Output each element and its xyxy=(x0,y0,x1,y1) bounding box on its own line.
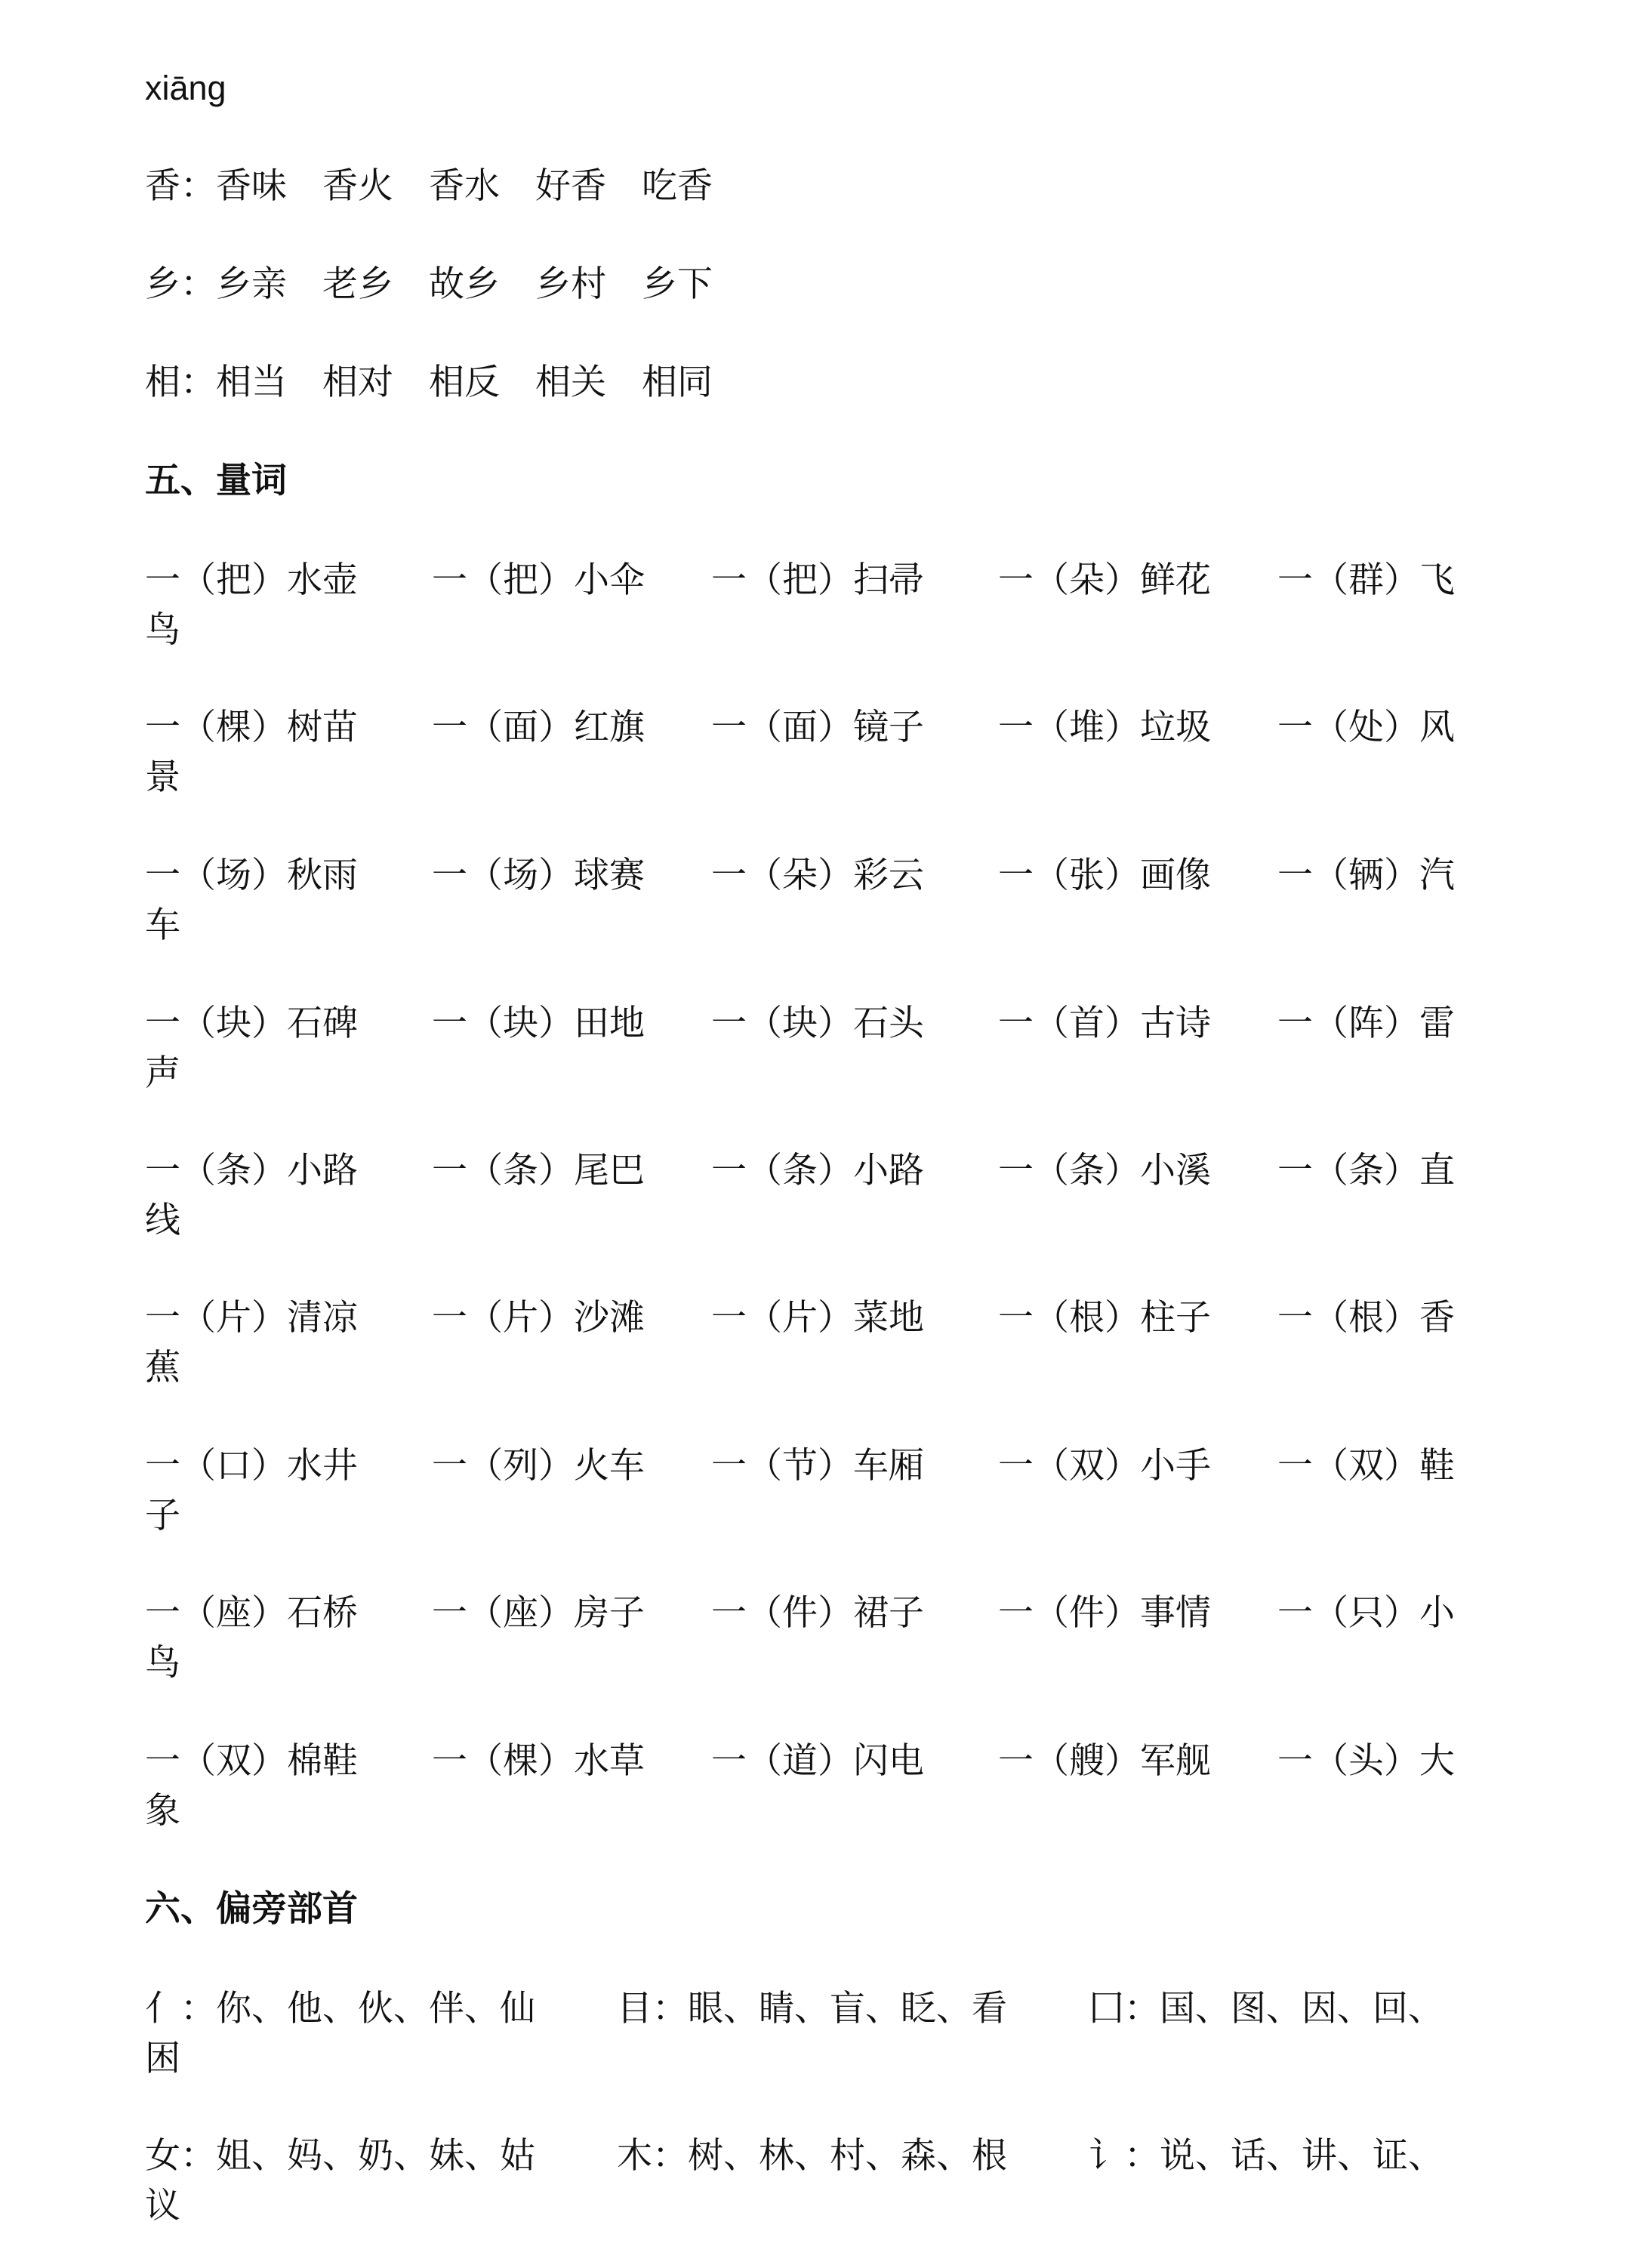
measure-word-item: 一（只）小鸟 xyxy=(145,1592,1455,1684)
measure-word-item: 一（双）小手 xyxy=(998,1445,1211,1487)
measure-word-item: 一（条）小路 xyxy=(711,1150,924,1191)
radical-group: 讠：说、话、讲、证、议 xyxy=(145,2135,1444,2226)
word-group-xiang-mutual: 相：相当 相对 相反 相关 相同 xyxy=(145,362,713,403)
group-char: 相 xyxy=(145,362,180,403)
group-word: 乡下 xyxy=(642,263,713,305)
measure-word-item: 一（片）菜地 xyxy=(711,1297,924,1339)
pinyin-label: xiāng xyxy=(145,69,226,107)
measure-word-item: 一（块）石碑 xyxy=(145,1003,358,1044)
measure-word-row xyxy=(145,556,1474,655)
group-char: 乡 xyxy=(145,263,180,305)
measure-word-item: 一（朵）彩云 xyxy=(711,855,924,896)
measure-word-item: 一（条）小溪 xyxy=(998,1150,1211,1191)
radical-group: 木：树、林、村、森、根 xyxy=(617,2135,1007,2177)
measure-word-item: 一（根）香蕉 xyxy=(145,1297,1455,1388)
measure-word-item: 一（片）沙滩 xyxy=(432,1297,645,1339)
measure-word-item: 一（把）小伞 xyxy=(432,559,645,601)
section-title-radicals: 六、偏旁部首 xyxy=(145,1888,358,1930)
measure-word-item: 一（口）水井 xyxy=(145,1445,358,1487)
measure-word-row xyxy=(145,1293,1474,1393)
measure-word-item: 一（头）大象 xyxy=(145,1740,1455,1832)
measure-word-item: 一（双）鞋子 xyxy=(145,1445,1455,1536)
measure-word-item: 一（根）柱子 xyxy=(998,1297,1211,1339)
measure-word-row xyxy=(145,1146,1474,1246)
group-word: 相同 xyxy=(642,362,713,403)
measure-word-item: 一（棵）水草 xyxy=(432,1740,645,1782)
measure-word-item: 一（面）镜子 xyxy=(711,707,924,748)
group-word: 乡亲 xyxy=(216,263,287,305)
measure-word-item: 一（处）风景 xyxy=(145,707,1455,798)
measure-word-row xyxy=(145,1589,1474,1688)
section-title-measure-words: 五、量词 xyxy=(145,460,287,501)
measure-word-item: 一（件）裙子 xyxy=(711,1592,924,1634)
measure-word-item: 一（朵）鲜花 xyxy=(998,559,1211,601)
measure-word-row xyxy=(145,1441,1474,1541)
group-word: 故乡 xyxy=(429,263,500,305)
measure-word-row xyxy=(145,851,1474,951)
measure-word-item: 一（座）石桥 xyxy=(145,1592,358,1634)
measure-word-row xyxy=(145,1736,1474,1836)
radical-group: 囗：国、图、因、回、困 xyxy=(145,1988,1444,2079)
group-word: 相当 xyxy=(216,362,287,403)
group-word: 好香 xyxy=(535,165,606,207)
measure-word-item: 一（条）小路 xyxy=(145,1150,358,1191)
measure-word-item: 一（条）尾巴 xyxy=(432,1150,645,1191)
word-group-xiang-village: 乡：乡亲 老乡 故乡 乡村 乡下 xyxy=(145,263,713,305)
group-word: 吃香 xyxy=(642,165,713,207)
measure-word-item: 一（节）车厢 xyxy=(711,1445,924,1487)
measure-word-item: 一（列）火车 xyxy=(432,1445,645,1487)
measure-word-item: 一（把）扫帚 xyxy=(711,559,924,601)
measure-word-item: 一（张）画像 xyxy=(998,855,1211,896)
radical-group: 亻：你、他、伙、伴、仙 xyxy=(145,1988,535,2029)
measure-word-item: 一（座）房子 xyxy=(432,1592,645,1634)
measure-word-item: 一（群）飞鸟 xyxy=(145,559,1455,651)
measure-word-item: 一（艘）军舰 xyxy=(998,1740,1211,1782)
measure-word-item: 一（辆）汽车 xyxy=(145,855,1455,946)
group-word: 老乡 xyxy=(322,263,393,305)
measure-word-item: 一（块）田地 xyxy=(432,1003,645,1044)
measure-word-row xyxy=(145,999,1474,1099)
radical-group: 女：姐、妈、奶、妹、姑 xyxy=(145,2135,535,2177)
radical-group: 目：眼、睛、盲、眨、看 xyxy=(617,1988,1007,2029)
measure-word-row xyxy=(145,703,1474,803)
group-word: 相反 xyxy=(429,362,500,403)
radical-row xyxy=(145,1984,1474,2084)
group-word: 相关 xyxy=(535,362,606,403)
group-word: 乡村 xyxy=(535,263,606,305)
measure-word-item: 一（阵）雷声 xyxy=(145,1003,1455,1094)
group-word: 相对 xyxy=(322,362,393,403)
measure-word-item: 一（堆）垃圾 xyxy=(998,707,1211,748)
measure-word-item: 一（首）古诗 xyxy=(998,1003,1211,1044)
measure-word-item: 一（把）水壶 xyxy=(145,559,358,601)
measure-word-item: 一（道）闪电 xyxy=(711,1740,924,1782)
measure-word-item: 一（条）直线 xyxy=(145,1150,1455,1241)
measure-word-item: 一（面）红旗 xyxy=(432,707,645,748)
measure-word-item: 一（场）秋雨 xyxy=(145,855,358,896)
measure-word-item: 一（块）石头 xyxy=(711,1003,924,1044)
group-char: 香 xyxy=(145,165,180,207)
measure-word-item: 一（件）事情 xyxy=(998,1592,1211,1634)
word-group-xiang-fragrant: 香：香味 香火 香水 好香 吃香 xyxy=(145,165,713,207)
group-word: 香味 xyxy=(216,165,287,207)
measure-word-item: 一（场）球赛 xyxy=(432,855,645,896)
group-word: 香水 xyxy=(429,165,500,207)
radical-row xyxy=(145,2131,1474,2231)
measure-word-item: 一（双）棉鞋 xyxy=(145,1740,358,1782)
measure-word-item: 一（片）清凉 xyxy=(145,1297,358,1339)
group-word: 香火 xyxy=(322,165,393,207)
measure-word-item: 一（棵）树苗 xyxy=(145,707,358,748)
